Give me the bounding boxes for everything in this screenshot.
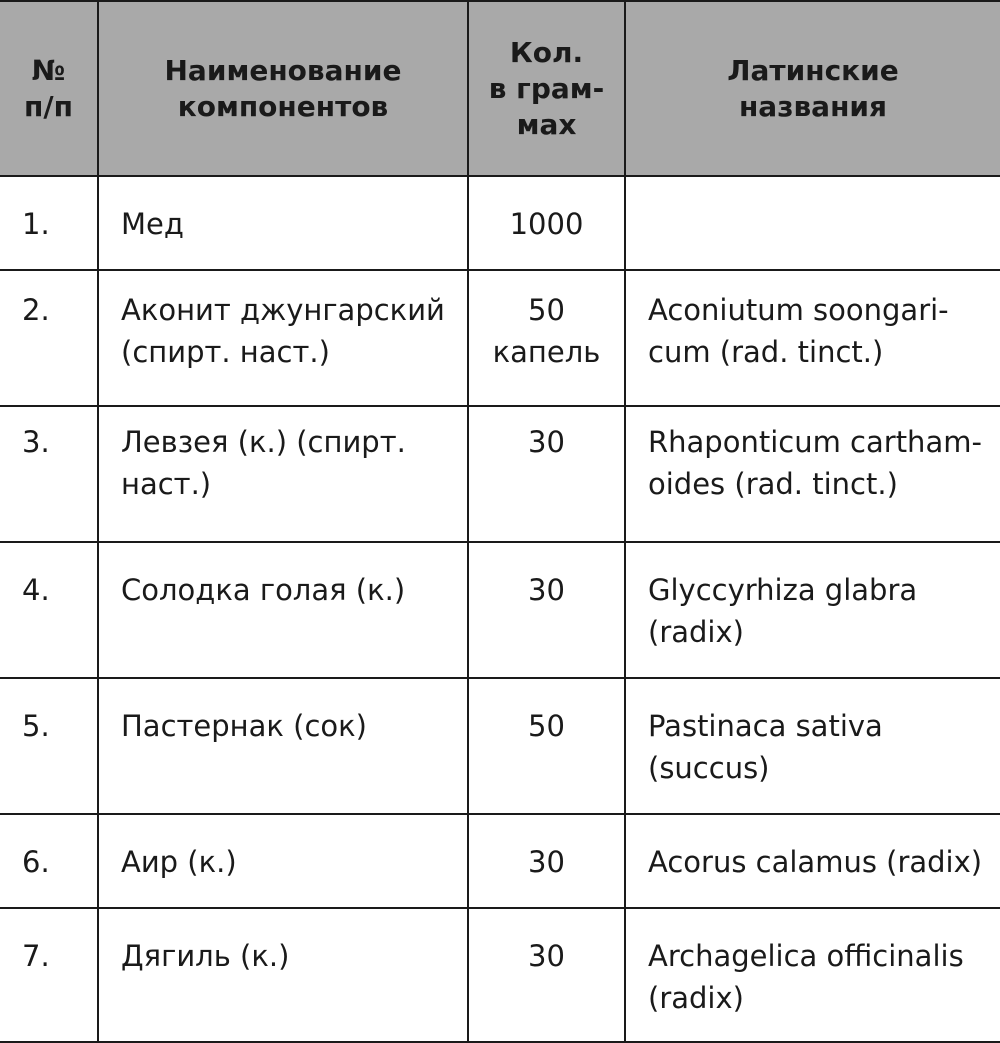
component-name-line: Аконит джунгарский [121, 293, 445, 327]
quantity-line: 1000 [509, 207, 584, 241]
component-name [98, 678, 468, 814]
component-quantity [468, 270, 625, 406]
component-quantity [468, 406, 625, 542]
row-number: 4. [0, 542, 98, 678]
component-quantity [468, 678, 625, 814]
quantity-line: 30 [528, 845, 565, 879]
component-name-line: (спирт. наст.) [121, 335, 330, 369]
latin-name-line: Aconiutum soongari- [648, 293, 949, 327]
component-name [98, 908, 468, 1042]
table-row [0, 270, 1000, 406]
quantity-line: 50 [528, 293, 565, 327]
quantity-line: 50 [528, 709, 565, 743]
table-row [0, 542, 1000, 678]
component-name [98, 176, 468, 270]
latin-name [625, 542, 1000, 678]
row-number: 6. [0, 814, 98, 908]
table-row [0, 678, 1000, 814]
latin-name-line: oides (rad. tinct.) [648, 467, 898, 501]
component-name-line: Аир (к.) [121, 845, 237, 879]
header-component-name-line: Наименование [164, 53, 402, 87]
header-component-name [98, 1, 468, 176]
latin-name [625, 908, 1000, 1042]
table-row [0, 908, 1000, 1042]
header-latin-name-line: названия [738, 89, 888, 123]
latin-name-line: Pastinaca sativa [648, 709, 883, 743]
header-quantity-line: Кол. [509, 35, 584, 69]
header-quantity-line: мах [516, 107, 577, 141]
latin-name-line: (radix) [648, 981, 744, 1015]
latin-name-line: Glyccyrhiza glabra [648, 573, 918, 607]
latin-name [625, 406, 1000, 542]
latin-name-line: cum (rad. tinct.) [648, 335, 884, 369]
latin-name [625, 176, 1000, 270]
component-quantity [468, 908, 625, 1042]
quantity-line: 30 [528, 573, 565, 607]
row-number: 1. [0, 176, 98, 270]
component-name-line: Пастернак (сок) [121, 709, 367, 743]
component-name-line: Дягиль (к.) [121, 939, 290, 973]
component-quantity [468, 176, 625, 270]
header-row [0, 1, 1000, 176]
table-header [0, 1, 1000, 176]
header-quantity-line: в грам- [488, 71, 605, 105]
header-number-line: п/п [24, 89, 73, 123]
table-row [0, 176, 1000, 270]
latin-name-line: Rhaponticum cartham- [648, 425, 982, 459]
quantity-line: капель [492, 335, 601, 369]
header-quantity [468, 1, 625, 176]
table-body [0, 176, 1000, 1042]
latin-name [625, 270, 1000, 406]
latin-name-line: (succus) [648, 751, 770, 785]
header-component-name-line: компонентов [177, 89, 389, 123]
component-name [98, 542, 468, 678]
latin-name-line: Archagelica officinalis [648, 939, 964, 973]
row-number: 5. [0, 678, 98, 814]
header-number [0, 1, 98, 176]
table-row [0, 406, 1000, 542]
component-quantity [468, 542, 625, 678]
component-name [98, 406, 468, 542]
latin-name-line: Acorus calamus (radix) [648, 845, 983, 879]
row-number: 2. [0, 270, 98, 406]
row-number: 3. [0, 406, 98, 542]
latin-name [625, 814, 1000, 908]
component-name-line: наст.) [121, 467, 212, 501]
component-name-line: Солодка голая (к.) [121, 573, 406, 607]
header-latin-name-line: Латинские [727, 53, 899, 87]
latin-name-line: (radix) [648, 615, 744, 649]
component-name-line: Левзея (к.) (спирт. [121, 425, 406, 459]
row-number: 7. [0, 908, 98, 1042]
component-name-line: Мед [121, 207, 184, 241]
header-number-line: № [31, 53, 66, 87]
quantity-line: 30 [528, 425, 565, 459]
quantity-line: 30 [528, 939, 565, 973]
header-latin-name [625, 1, 1000, 176]
component-name [98, 814, 468, 908]
table-row [0, 814, 1000, 908]
component-quantity [468, 814, 625, 908]
latin-name [625, 678, 1000, 814]
component-name [98, 270, 468, 406]
